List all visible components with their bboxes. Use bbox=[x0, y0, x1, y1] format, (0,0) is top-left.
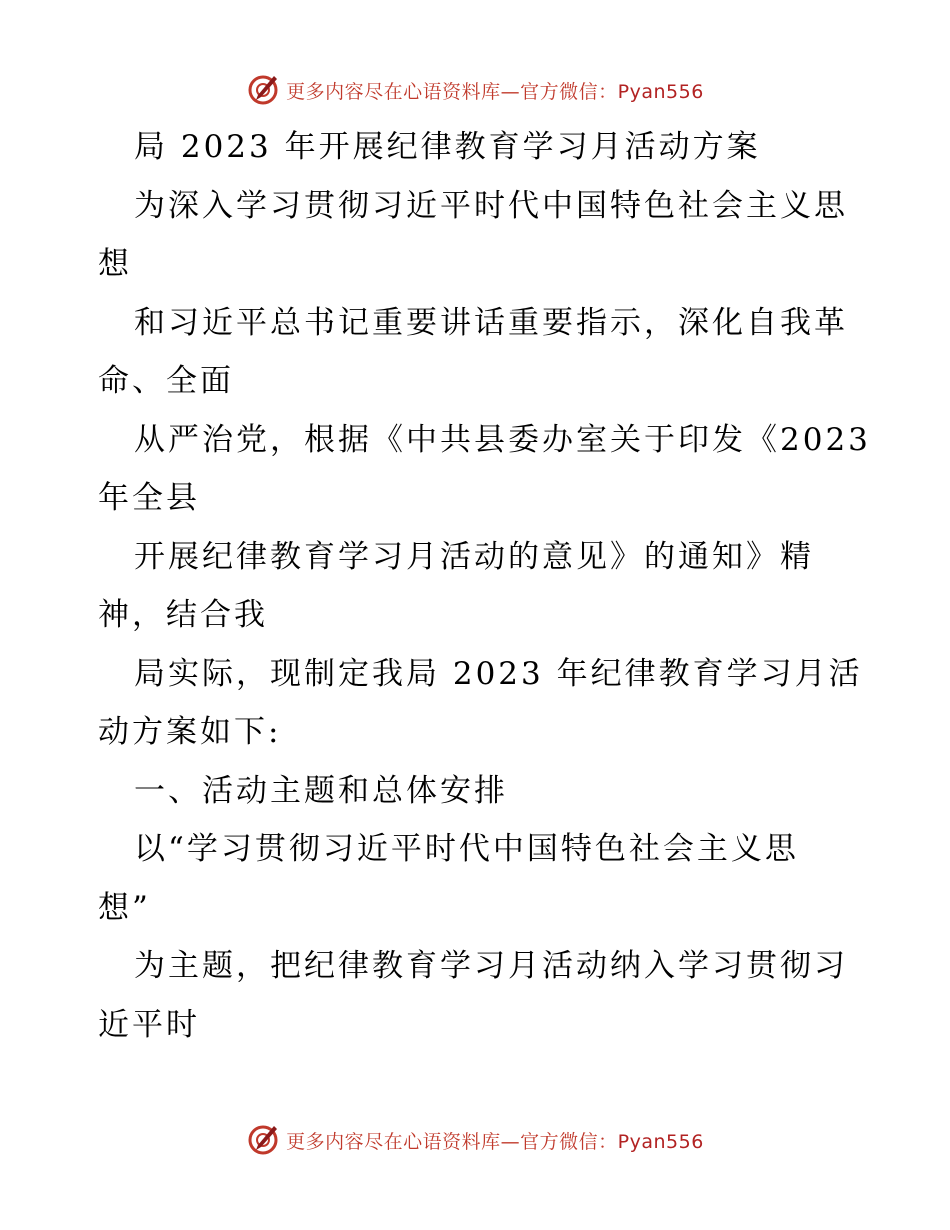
watermark-text: 更多内容尽在心语资料库—官方微信：Pyan556 bbox=[286, 80, 704, 103]
text-line: 从严治党，根据《中共县委办室关于印发《2023 bbox=[134, 421, 871, 458]
text-line: 动方案如下: bbox=[98, 714, 282, 750]
quill-logo-icon bbox=[246, 73, 280, 107]
text-line: 为深入学习贯彻习近平时代中国特色社会主义思 bbox=[134, 187, 848, 224]
text-line: 神，结合我 bbox=[98, 597, 268, 633]
text-line: 开展纪律教育学习月活动的意见》的通知》精 bbox=[134, 538, 814, 575]
watermark-wechat-id: Pyan556 bbox=[617, 1130, 704, 1153]
text-line: 局 2023 年开展纪律教育学习月活动方案 bbox=[134, 129, 761, 165]
text-line: 一、活动主题和总体安排 bbox=[134, 772, 508, 809]
text-line: 想 bbox=[98, 246, 132, 282]
document-body bbox=[98, 118, 871, 1054]
watermark-header bbox=[0, 70, 950, 110]
text-line: 局实际，现制定我局 2023 年纪律教育学习月活 bbox=[134, 655, 863, 692]
text-line: 年全县 bbox=[98, 480, 200, 516]
quill-logo-icon bbox=[246, 1123, 280, 1157]
text-line: 为主题，把纪律教育学习月活动纳入学习贯彻习 bbox=[134, 948, 848, 984]
text-line: 近平时 bbox=[98, 1006, 200, 1043]
watermark-wechat-id: Pyan556 bbox=[617, 80, 704, 103]
watermark-footer bbox=[0, 1120, 950, 1160]
watermark-text: 更多内容尽在心语资料库—官方微信：Pyan556 bbox=[286, 1130, 704, 1153]
text-line: 和习近平总书记重要讲话重要指示，深化自我革 bbox=[134, 304, 848, 341]
text-line: 命、全面 bbox=[98, 363, 234, 399]
text-line: 想” bbox=[98, 889, 151, 926]
text-line: 以“学习贯彻习近平时代中国特色社会主义思 bbox=[134, 831, 799, 867]
